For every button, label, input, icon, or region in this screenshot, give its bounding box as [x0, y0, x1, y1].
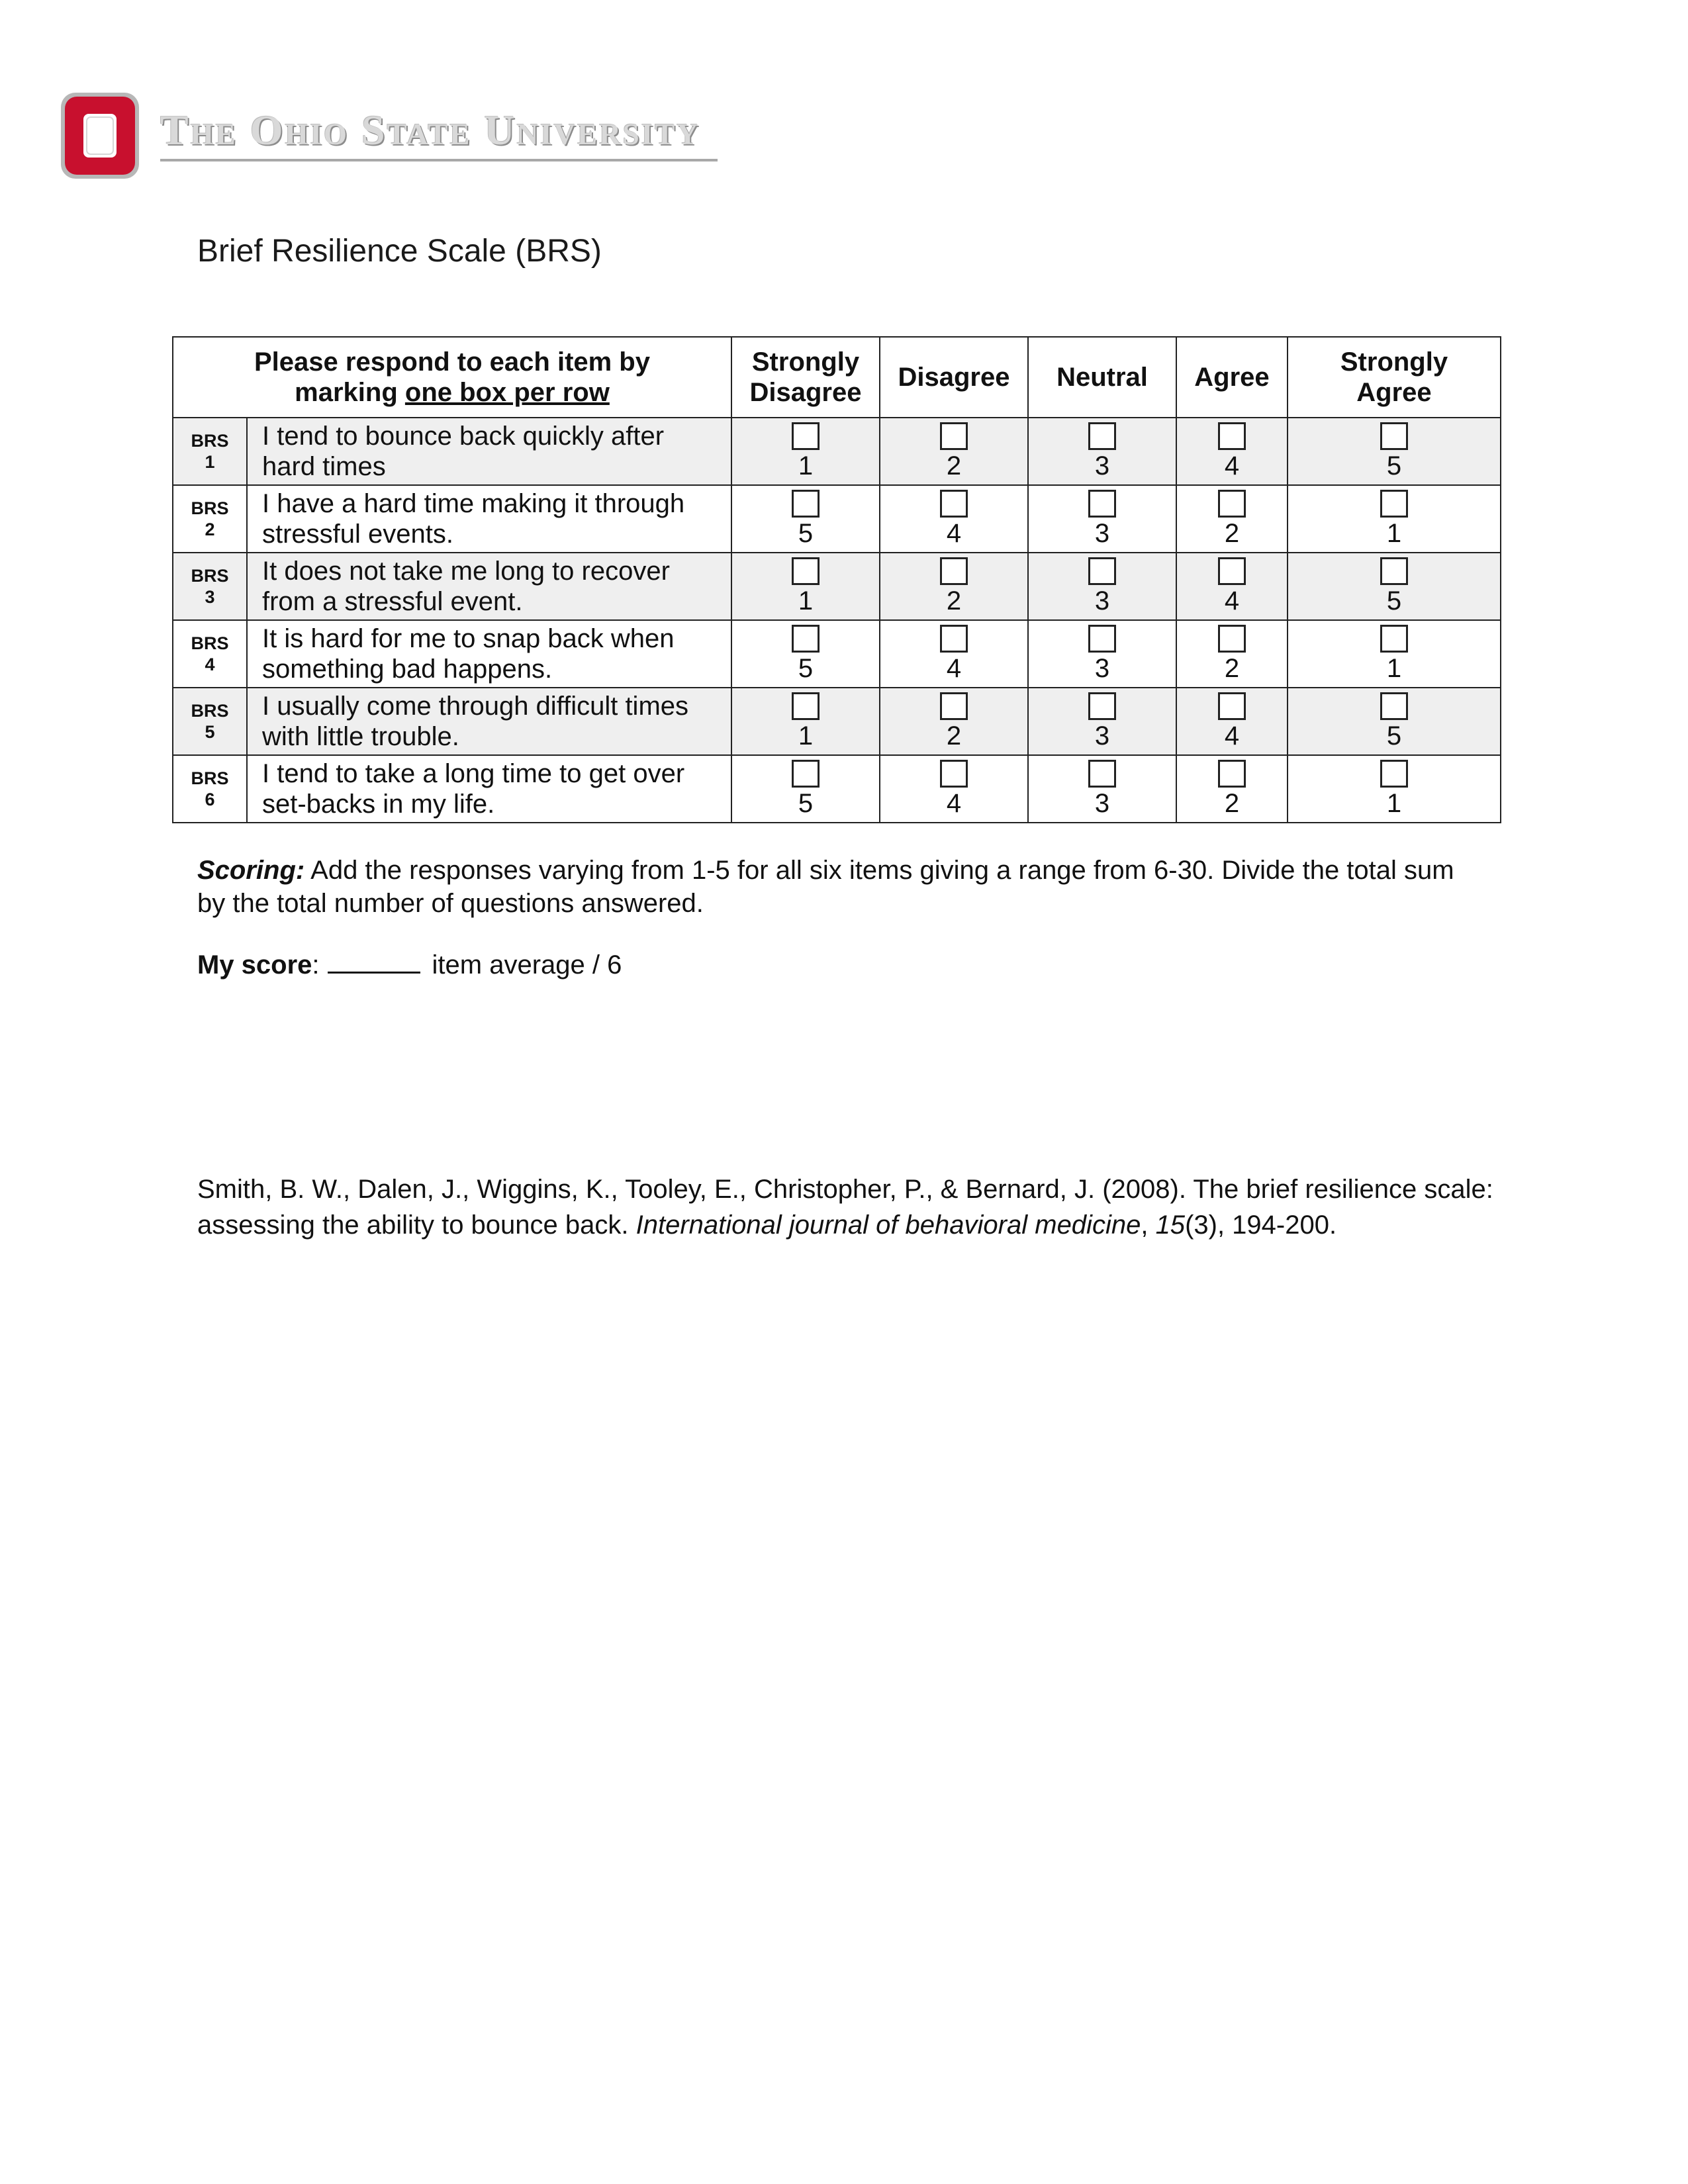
- citation-separator: ,: [1141, 1210, 1156, 1240]
- option-cell: [1176, 485, 1288, 553]
- option-value: 5: [798, 789, 814, 818]
- scoring-label: Scoring:: [197, 856, 305, 885]
- option-value: 3: [1094, 451, 1110, 480]
- scoring-text: Add the responses varying from 1-5 for all six items giving a range from 6-30. Divide the total sum by the total number of questions answered.: [197, 856, 1454, 918]
- option-cell: [1288, 620, 1501, 688]
- scoring-instructions: [197, 854, 1488, 920]
- my-score-blank[interactable]: [328, 948, 420, 974]
- instruction-line1: Please respond to each item by: [254, 347, 650, 377]
- option-cell: [880, 485, 1028, 553]
- option-cell: [1288, 688, 1501, 755]
- item-code-label: BRS: [191, 431, 229, 451]
- response-checkbox[interactable]: [940, 557, 968, 585]
- response-checkbox[interactable]: [1380, 422, 1408, 450]
- item-code: [173, 418, 247, 485]
- option-value: 5: [798, 654, 814, 683]
- option-value: 3: [1094, 654, 1110, 683]
- instruction-underlined: one box per row: [404, 378, 610, 407]
- option-cell: [731, 620, 880, 688]
- response-checkbox[interactable]: [792, 760, 820, 788]
- column-header-line: Disagree: [749, 378, 862, 407]
- option-cell: [1028, 418, 1176, 485]
- block-o-logo-icon: [60, 91, 140, 180]
- response-checkbox[interactable]: [792, 557, 820, 585]
- option-cell: [1176, 418, 1288, 485]
- item-text-line: I tend to bounce back quickly after: [262, 422, 665, 451]
- response-checkbox[interactable]: [792, 422, 820, 450]
- item-text-line: I have a hard time making it through: [262, 489, 685, 518]
- response-checkbox[interactable]: [1218, 692, 1246, 720]
- item-text: [247, 485, 731, 553]
- option-cell: [1288, 755, 1501, 823]
- item-code: [173, 620, 247, 688]
- table-row: [173, 688, 1501, 755]
- citation-authors: Smith, B. W., Dalen, J., Wiggins, K., Tooley, E., Christopher, P., & Bernard, J. (2008). The brief resilience scale: assessing the ability to bounce back.: [197, 1175, 1493, 1240]
- item-code-number: 2: [205, 520, 215, 539]
- item-text-line: hard times: [262, 452, 386, 481]
- option-cell: [1176, 755, 1288, 823]
- university-logo: [60, 91, 722, 184]
- option-value: 4: [1224, 586, 1240, 615]
- citation: [197, 1171, 1515, 1243]
- option-value: 5: [1386, 451, 1402, 480]
- item-code-label: BRS: [191, 633, 229, 653]
- response-checkbox[interactable]: [940, 760, 968, 788]
- my-score: [197, 948, 622, 980]
- response-checkbox[interactable]: [1380, 490, 1408, 518]
- option-value: 3: [1094, 721, 1110, 751]
- response-checkbox[interactable]: [1218, 557, 1246, 585]
- item-code-label: BRS: [191, 768, 229, 788]
- option-value: 2: [1224, 519, 1240, 548]
- instruction-line2-prefix: marking: [295, 378, 405, 407]
- citation-journal: International journal of behavioral medicine: [635, 1210, 1141, 1240]
- option-value: 4: [1224, 721, 1240, 751]
- option-value: 1: [1386, 789, 1402, 818]
- response-checkbox[interactable]: [1380, 557, 1408, 585]
- item-text-line: set-backs in my life.: [262, 790, 495, 819]
- item-code-label: BRS: [191, 566, 229, 586]
- option-cell: [880, 553, 1028, 620]
- item-text-line: from a stressful event.: [262, 587, 523, 616]
- item-text: [247, 553, 731, 620]
- option-value: 1: [1386, 519, 1402, 548]
- column-header-line: Agree: [1194, 363, 1270, 392]
- option-cell: [1028, 688, 1176, 755]
- item-code: [173, 755, 247, 823]
- option-value: 4: [946, 654, 962, 683]
- option-value: 4: [1224, 451, 1240, 480]
- option-value: 5: [1386, 721, 1402, 751]
- response-checkbox[interactable]: [1088, 490, 1116, 518]
- item-code-number: 5: [205, 722, 215, 742]
- response-checkbox[interactable]: [1380, 760, 1408, 788]
- column-header-disagree: [880, 337, 1028, 418]
- option-value: 2: [1224, 789, 1240, 818]
- response-checkbox[interactable]: [1088, 422, 1116, 450]
- option-cell: [731, 755, 880, 823]
- brs-table: [172, 336, 1501, 823]
- response-checkbox[interactable]: [940, 490, 968, 518]
- column-header-line: Strongly: [751, 347, 860, 377]
- response-checkbox[interactable]: [1088, 557, 1116, 585]
- response-checkbox[interactable]: [792, 490, 820, 518]
- response-checkbox[interactable]: [1218, 490, 1246, 518]
- column-header-line: Neutral: [1056, 363, 1148, 392]
- response-checkbox[interactable]: [792, 625, 820, 653]
- item-text-line: It is hard for me to snap back when: [262, 624, 675, 653]
- option-cell: [1176, 620, 1288, 688]
- option-cell: [880, 688, 1028, 755]
- option-cell: [731, 418, 880, 485]
- item-code-number: 6: [205, 790, 215, 809]
- option-cell: [1028, 485, 1176, 553]
- instruction-header: [173, 337, 731, 418]
- option-cell: [1288, 418, 1501, 485]
- item-text-line: stressful events.: [262, 520, 454, 549]
- option-value: 4: [946, 789, 962, 818]
- option-cell: [1176, 553, 1288, 620]
- response-checkbox[interactable]: [1218, 760, 1246, 788]
- option-cell: [1288, 553, 1501, 620]
- response-checkbox[interactable]: [1218, 625, 1246, 653]
- response-checkbox[interactable]: [940, 692, 968, 720]
- response-checkbox[interactable]: [940, 422, 968, 450]
- response-checkbox[interactable]: [1088, 625, 1116, 653]
- option-cell: [880, 755, 1028, 823]
- option-cell: [731, 553, 880, 620]
- response-checkbox[interactable]: [1380, 625, 1408, 653]
- option-value: 5: [798, 519, 814, 548]
- response-checkbox[interactable]: [792, 692, 820, 720]
- option-cell: [1288, 485, 1501, 553]
- table-row: [173, 620, 1501, 688]
- option-value: 2: [946, 586, 962, 615]
- item-code: [173, 688, 247, 755]
- university-name: The Ohio State University: [160, 107, 700, 154]
- page-title: Brief Resilience Scale (BRS): [197, 234, 602, 269]
- option-value: 3: [1094, 519, 1110, 548]
- item-text: [247, 755, 731, 823]
- option-value: 2: [946, 451, 962, 480]
- option-cell: [880, 418, 1028, 485]
- option-cell: [1028, 620, 1176, 688]
- column-header-line: Strongly: [1340, 347, 1448, 377]
- option-value: 4: [946, 519, 962, 548]
- option-value: 1: [798, 451, 814, 480]
- option-value: 3: [1094, 789, 1110, 818]
- item-text-line: I usually come through difficult times: [262, 692, 689, 721]
- option-value: 2: [946, 721, 962, 751]
- my-score-suffix: item average / 6: [432, 950, 622, 979]
- option-value: 1: [798, 721, 814, 751]
- citation-pages: (3), 194-200.: [1185, 1210, 1337, 1240]
- column-header-strongly-disagree: [731, 337, 880, 418]
- item-code-number: 1: [205, 452, 215, 472]
- item-text-line: with little trouble.: [262, 722, 459, 751]
- option-value: 1: [1386, 654, 1402, 683]
- item-code-label: BRS: [191, 701, 229, 721]
- response-checkbox[interactable]: [940, 625, 968, 653]
- option-value: 5: [1386, 586, 1402, 615]
- item-text: [247, 620, 731, 688]
- item-text-line: something bad happens.: [262, 655, 553, 684]
- column-header-line: Agree: [1356, 378, 1432, 407]
- table-row: [173, 418, 1501, 485]
- option-value: 2: [1224, 654, 1240, 683]
- column-header-neutral: [1028, 337, 1176, 418]
- response-checkbox[interactable]: [1380, 692, 1408, 720]
- my-score-colon: :: [312, 950, 320, 979]
- item-code-number: 4: [205, 655, 215, 674]
- option-cell: [731, 688, 880, 755]
- option-value: 1: [798, 586, 814, 615]
- citation-volume: 15: [1155, 1210, 1186, 1240]
- item-code: [173, 553, 247, 620]
- table-header-row: [173, 337, 1501, 418]
- logo-underline: [160, 159, 718, 161]
- item-text: [247, 688, 731, 755]
- option-value: 3: [1094, 586, 1110, 615]
- item-text: [247, 418, 731, 485]
- table-row: [173, 553, 1501, 620]
- item-code-label: BRS: [191, 498, 229, 518]
- option-cell: [880, 620, 1028, 688]
- response-checkbox[interactable]: [1218, 422, 1246, 450]
- option-cell: [731, 485, 880, 553]
- item-text-line: It does not take me long to recover: [262, 557, 670, 586]
- response-checkbox[interactable]: [1088, 692, 1116, 720]
- table-row: [173, 485, 1501, 553]
- item-text-line: I tend to take a long time to get over: [262, 759, 685, 788]
- table-row: [173, 755, 1501, 823]
- item-code-number: 3: [205, 587, 215, 607]
- column-header-line: Disagree: [898, 363, 1010, 392]
- my-score-label: My score: [197, 950, 312, 979]
- option-cell: [1176, 688, 1288, 755]
- response-checkbox[interactable]: [1088, 760, 1116, 788]
- column-header-strongly-agree: [1288, 337, 1501, 418]
- option-cell: [1028, 553, 1176, 620]
- option-cell: [1028, 755, 1176, 823]
- column-header-agree: [1176, 337, 1288, 418]
- item-code: [173, 485, 247, 553]
